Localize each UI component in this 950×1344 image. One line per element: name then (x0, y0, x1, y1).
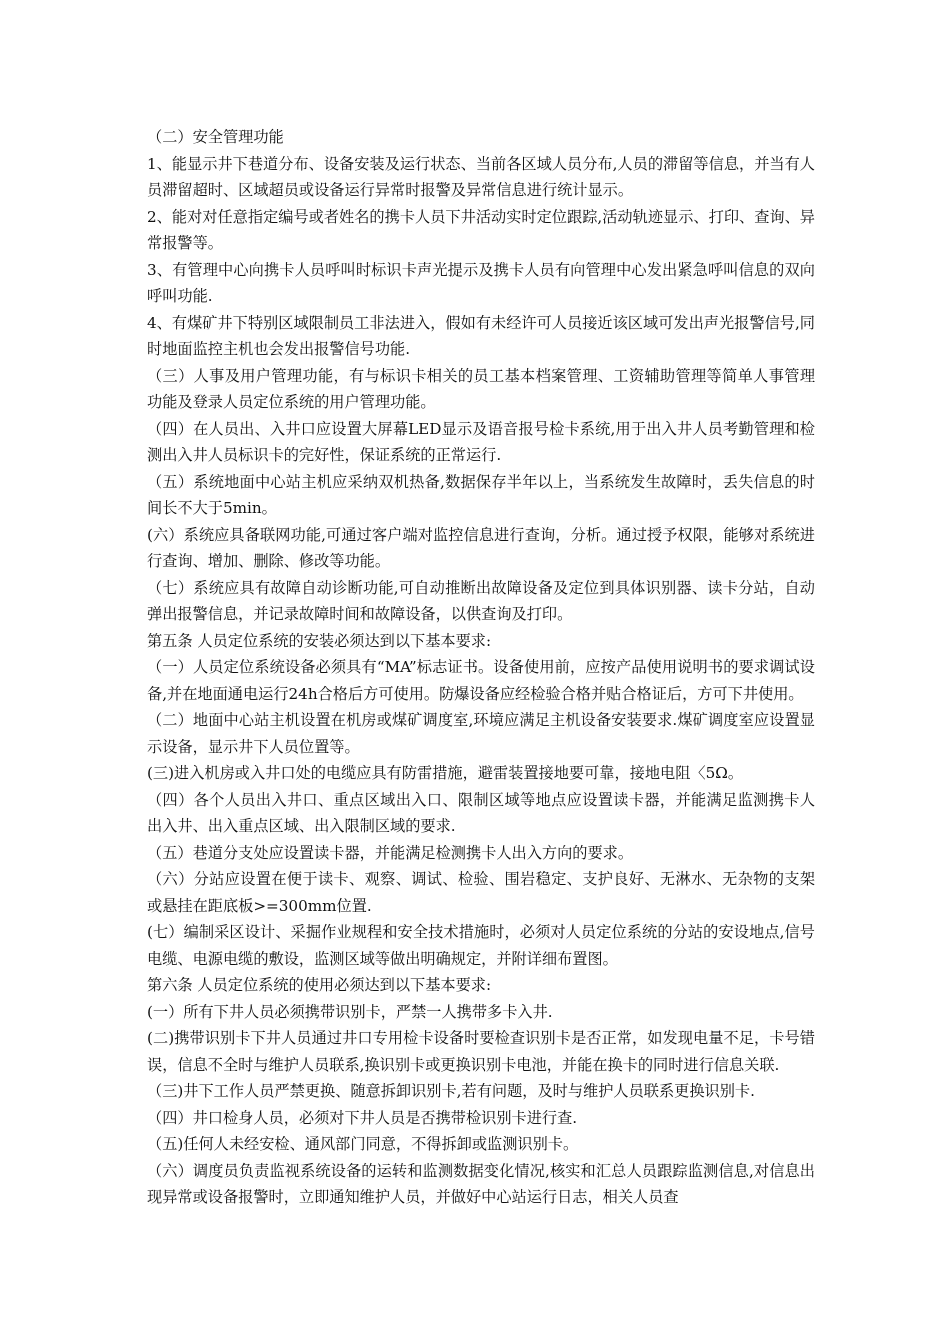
article-6-heading: 第六条 人员定位系统的使用必须达到以下基本要求: (147, 976, 492, 994)
article-6-clause-1: (一）所有下井人员必须携带识别卡，严禁一人携带多卡入井. (147, 1002, 553, 1021)
paragraph-item-2: 2、能对对任意指定编号或者姓名的携卡人员下井活动实时定位跟踪,活动轨迹显示、打印、查询、异常报警等。 (147, 207, 815, 252)
section-heading-safety-management: （二）安全管理功能 (147, 128, 284, 146)
article-5-clause-7: (七）编制采区设计、采掘作业规程和安全技术措施时，必须对人员定位系统的分站的安设地点,信号电缆、电源电缆的敷设，监测区域等做出明确规定，并附详细布置图。 (147, 923, 815, 968)
article-6-clause-5: （五)任何人未经安检、通风部门同意，不得拆卸或监测识别卡。 (147, 1135, 579, 1153)
article-5-clause-3: (三)进入机房或入井口处的电缆应具有防雷措施，避雷装置接地要可靠，接地电阻〈5Ω。 (147, 764, 744, 782)
document-page (147, 124, 815, 1211)
article-6-clause-4: （四）井口检身人员，必须对下井人员是否携带检识别卡进行查. (147, 1108, 578, 1127)
article-5-clause-1: （一）人员定位系统设备必须具有“MA”标志证书。设备使用前，应按产品使用说明书的要求调试设备,并在地面通电运行24h合格后方可使用。防爆设备应经检验合格并贴合格证后，方可下井使用。 (147, 658, 815, 703)
paragraph-item-1: 1、能显示井下巷道分布、设备安装及运行状态、当前各区域人员分布,人员的滞留等信息，并当有人员滞留超时、区域超员或设备运行异常时报警及异常信息进行统计显示。 (147, 154, 815, 199)
article-6-clause-6: （六）调度员负责监视系统设备的运转和监测数据变化情况,核实和汇总人员跟踪监测信息,对信息出现异常或设备报警时，立即通知维护人员，并做好中心站运行日志，相关人员查 (147, 1161, 815, 1206)
paragraph-section-7: （七）系统应具有故障自动诊断功能,可自动推断出故障设备及定位到具体识别器、读卡分站，自动弹出报警信息，并记录故障时间和故障设备，以供查询及打印。 (147, 578, 815, 623)
article-6-clause-3: （三)井下工作人员严禁更换、随意拆卸识别卡,若有问题，及时与维护人员联系更换识别卡. (147, 1082, 755, 1100)
paragraph-section-5: （五）系统地面中心站主机应采纳双机热备,数据保存半年以上，当系统发生故障时，丢失信息的时间长不大于5min。 (147, 472, 815, 517)
paragraph-item-3: 3、有管理中心向携卡人员呼叫时标识卡声光提示及携卡人员有向管理中心发出紧急呼叫信息的双向呼叫功能. (147, 260, 815, 305)
article-6-clause-2: (二)携带识别卡下井人员通过井口专用检卡设备时要检查识别卡是否正常，如发现电量不足，卡号错误，信息不全时与维护人员联系,换识别卡或更换识别卡电池，并能在换卡的同时进行信息关联. (147, 1029, 815, 1074)
article-5-clause-2: （二）地面中心站主机设置在机房或煤矿调度室,环境应满足主机设备安装要求.煤矿调度室应设置显示设备，显示井下人员位置等。 (147, 711, 815, 756)
paragraph-item-4: 4、有煤矿井下特别区域限制员工非法进入，假如有未经许可人员接近该区域可发出声光报警信号,同时地面监控主机也会发出报警信号功能. (147, 313, 815, 358)
article-5-clause-4: （四）各个人员出入井口、重点区域出入口、限制区域等地点应设置读卡器，并能满足监测携卡人出入井、出入重点区域、出入限制区域的要求. (147, 790, 815, 835)
paragraph-section-4: （四）在人员出、入井口应设置大屏幕LED显示及语音报号检卡系统,用于出入井人员考勤管理和检测出入井人员标识卡的完好性，保证系统的正常运行. (147, 419, 815, 464)
article-5-heading: 第五条 人员定位系统的安装必须达到以下基本要求: (147, 631, 492, 650)
article-5-clause-5: （五）巷道分支处应设置读卡器，并能满足检测携卡人出入方向的要求。 (147, 843, 633, 862)
paragraph-section-3: （三）人事及用户管理功能，有与标识卡相关的员工基本档案管理、工资辅助管理等简单人事管理功能及登录人员定位系统的用户管理功能。 (147, 366, 815, 411)
article-5-clause-6: （六）分站应设置在便于读卡、观察、调试、检验、围岩稳定、支护良好、无淋水、无杂物的支架或悬挂在距底板>=300mm位置. (147, 870, 815, 915)
paragraph-section-6: (六）系统应具备联网功能,可通过客户端对监控信息进行查询，分析。通过授予权限，能够对系统进行查询、增加、删除、修改等功能。 (147, 525, 815, 570)
